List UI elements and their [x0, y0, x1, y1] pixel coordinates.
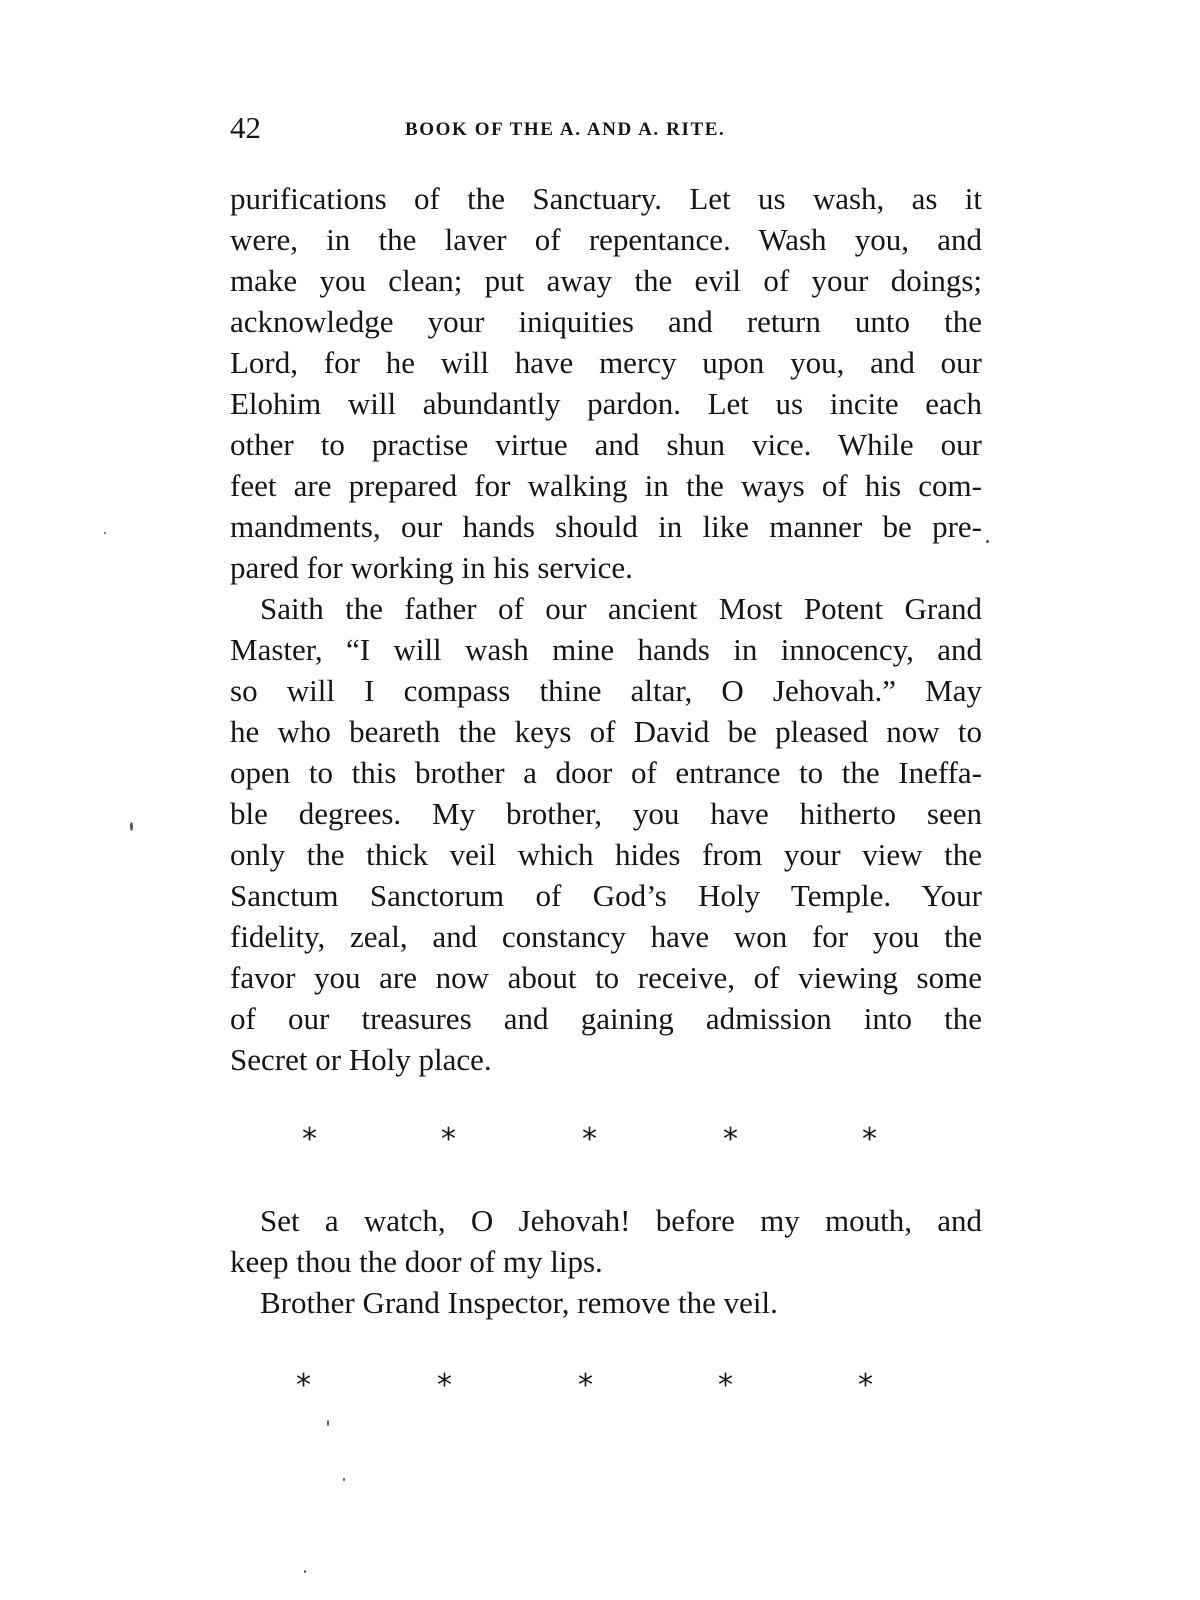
text-line: acknowledge your iniquities and return unto the: [230, 304, 982, 339]
text-line: feet are prepared for walking in the ways of his com-: [230, 468, 982, 503]
paragraph-2: [230, 588, 982, 1080]
ink-speck: [104, 532, 106, 534]
asterisk: *: [578, 1368, 593, 1403]
ink-speck: [304, 1570, 306, 1573]
text-line: Sanctum Sanctorum of God’s Holy Temple. Your: [230, 878, 982, 913]
ink-speck: [130, 822, 133, 831]
text-line: Saith the father of our ancient Most Potent Grand: [260, 591, 982, 626]
asterisk: *: [582, 1122, 597, 1157]
page-number: 42: [230, 110, 261, 145]
text-line: only the thick veil which hides from your view the: [230, 837, 982, 872]
paragraph-1: [230, 178, 982, 588]
paragraph-4: [230, 1282, 982, 1323]
asterisk: *: [437, 1368, 452, 1403]
text-line: fidelity, zeal, and constancy have won for you the: [230, 919, 982, 954]
ink-speck: [986, 540, 989, 543]
asterism-separator-1: [0, 1120, 1200, 1160]
text-line: make you clean; put away the evil of your doings;: [230, 263, 982, 298]
text-line: pared for working in his service.: [230, 550, 633, 585]
text-line: Secret or Holy place.: [230, 1042, 492, 1077]
running-head: BOOK OF THE A. AND A. RITE.: [405, 119, 726, 140]
text-line: Master, “I will wash mine hands in innocency, and: [230, 632, 982, 667]
asterisk: *: [862, 1122, 877, 1157]
ink-speck: [343, 1478, 345, 1481]
text-line: other to practise virtue and shun vice. While our: [230, 427, 982, 462]
text-line: Lord, for he will have mercy upon you, and our: [230, 345, 982, 380]
ink-speck: [327, 1420, 329, 1426]
asterisk: *: [858, 1368, 873, 1403]
text-line: ble degrees. My brother, you have hitherto seen: [230, 796, 982, 831]
text-line: were, in the laver of repentance. Wash you, and: [230, 222, 982, 257]
text-line: Brother Grand Inspector, remove the veil.: [260, 1285, 778, 1320]
text-line: so will I compass thine altar, O Jehovah.” May: [230, 673, 982, 708]
text-line: Elohim will abundantly pardon. Let us incite each: [230, 386, 982, 421]
body-text: [230, 178, 982, 1080]
text-line: Set a watch, O Jehovah! before my mouth, and: [260, 1203, 982, 1238]
page-header: [230, 108, 984, 148]
text-line: of our treasures and gaining admission into the: [230, 1001, 982, 1036]
asterisk: *: [302, 1122, 317, 1157]
text-line: mandments, our hands should in like manner be pre-: [230, 509, 982, 544]
asterisk: *: [296, 1368, 311, 1403]
text-line: keep thou the door of my lips.: [230, 1244, 603, 1279]
closing-text: [230, 1200, 982, 1323]
asterism-separator-2: [0, 1366, 1200, 1406]
text-line: favor you are now about to receive, of viewing some: [230, 960, 982, 995]
paragraph-3: [230, 1200, 982, 1282]
asterisk: *: [718, 1368, 733, 1403]
asterisk: *: [723, 1122, 738, 1157]
text-line: he who beareth the keys of David be pleased now to: [230, 714, 982, 749]
text-line: purifications of the Sanctuary. Let us wash, as it: [230, 181, 982, 216]
asterisk: *: [441, 1122, 456, 1157]
text-line: open to this brother a door of entrance to the Ineffa-: [230, 755, 982, 790]
